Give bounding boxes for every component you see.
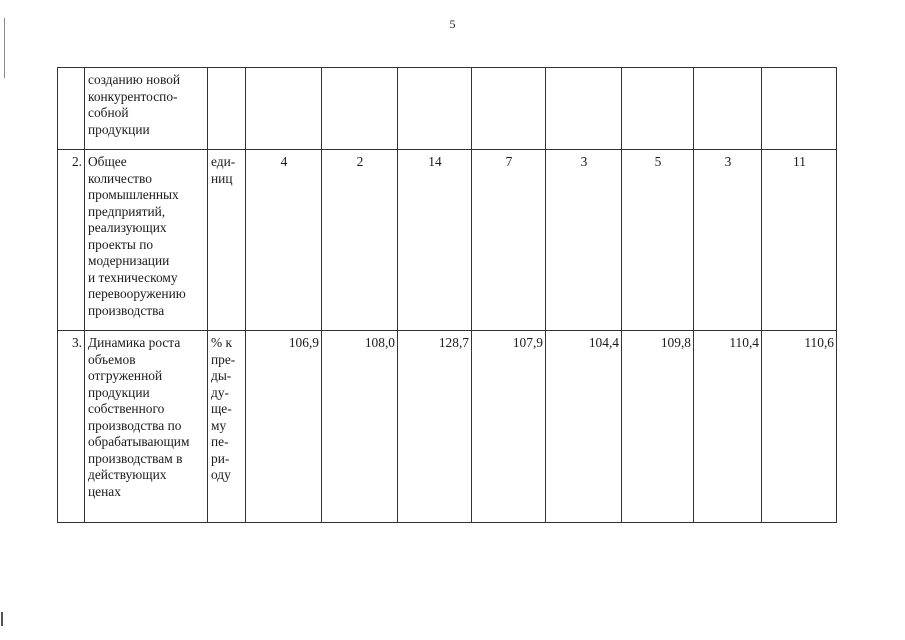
indicator-name [85, 150, 208, 331]
value-cell [762, 68, 837, 150]
value-cell: 108,0 [322, 331, 398, 523]
indicator-name-line: производствам в [88, 450, 183, 466]
indicator-name-line: действующих [88, 467, 167, 482]
value-cell: 7 [472, 150, 546, 331]
value-cell [694, 68, 762, 150]
indicator-name [85, 331, 208, 523]
value-cell: 110,6 [762, 331, 837, 523]
indicator-name-line: количество [88, 170, 152, 186]
indicator-name-line: продукции [88, 384, 150, 400]
value-cell: 4 [246, 150, 322, 331]
indicator-name-line: обрабатывающим [88, 434, 190, 449]
unit-line: ще- [211, 401, 232, 416]
value-cell: 104,4 [546, 331, 622, 523]
indicator-name-line: промышленных [88, 187, 179, 202]
value-cell: 107,9 [472, 331, 546, 523]
value-cell: 3 [546, 150, 622, 331]
unit-line: ниц [211, 170, 233, 186]
table-row [58, 331, 837, 523]
indicator-name-line: объемов [88, 351, 136, 367]
indicator-name-line: предприятий, [88, 203, 166, 219]
row-number: 2. [58, 150, 85, 331]
indicator-name-line: Динамика роста [88, 335, 181, 350]
indicator-name-line: собной [88, 105, 129, 120]
indicator-name-line: созданию новой [88, 72, 181, 87]
row-number [58, 68, 85, 150]
value-cell: 14 [398, 150, 472, 331]
indicator-name-line: проекты по [88, 236, 154, 252]
value-cell [322, 68, 398, 150]
value-cell: 11 [762, 150, 837, 331]
indicator-name-line: собственного [88, 401, 165, 416]
unit-line: пре- [211, 351, 236, 367]
indicator-name-line: модернизации [88, 253, 170, 268]
unit-line: оду [211, 467, 231, 482]
indicator-name-line: ценах [88, 483, 121, 499]
value-cell: 109,8 [622, 331, 694, 523]
value-cell [398, 68, 472, 150]
unit-line: ду- [211, 384, 229, 400]
indicator-name-line: Общее [88, 154, 127, 169]
indicator-name-line: производства [88, 302, 165, 318]
unit-line: му [211, 417, 227, 433]
unit-cell [208, 150, 246, 331]
table-row [58, 150, 837, 331]
table-row [58, 68, 837, 150]
indicator-name [85, 68, 208, 150]
value-cell: 128,7 [398, 331, 472, 523]
indicator-name-line: продукции [88, 121, 150, 137]
value-cell: 106,9 [246, 331, 322, 523]
row-number: 3. [58, 331, 85, 523]
value-cell: 110,4 [694, 331, 762, 523]
unit-cell [208, 68, 246, 150]
unit-line: % к [211, 335, 233, 350]
indicator-name-line: перевооружению [88, 286, 186, 301]
unit-line: еди- [211, 154, 236, 169]
indicator-name-line: конкурентоспо- [88, 88, 178, 104]
indicator-name-line: производства по [88, 417, 182, 433]
unit-line: ри- [211, 450, 230, 466]
unit-cell [208, 331, 246, 523]
unit-line: пе- [211, 434, 229, 449]
value-cell [246, 68, 322, 150]
unit-line: ды- [211, 368, 232, 383]
indicator-table [57, 67, 837, 523]
value-cell: 2 [322, 150, 398, 331]
indicator-name-line: отгруженной [88, 368, 163, 383]
indicator-name-line: и техническому [88, 269, 178, 285]
value-cell: 5 [622, 150, 694, 331]
indicator-name-line: реализующих [88, 220, 167, 235]
scan-edge-mark [1, 612, 3, 626]
page-number: 5 [449, 17, 456, 31]
value-cell: 3 [694, 150, 762, 331]
value-cell [546, 68, 622, 150]
value-cell [622, 68, 694, 150]
value-cell [472, 68, 546, 150]
